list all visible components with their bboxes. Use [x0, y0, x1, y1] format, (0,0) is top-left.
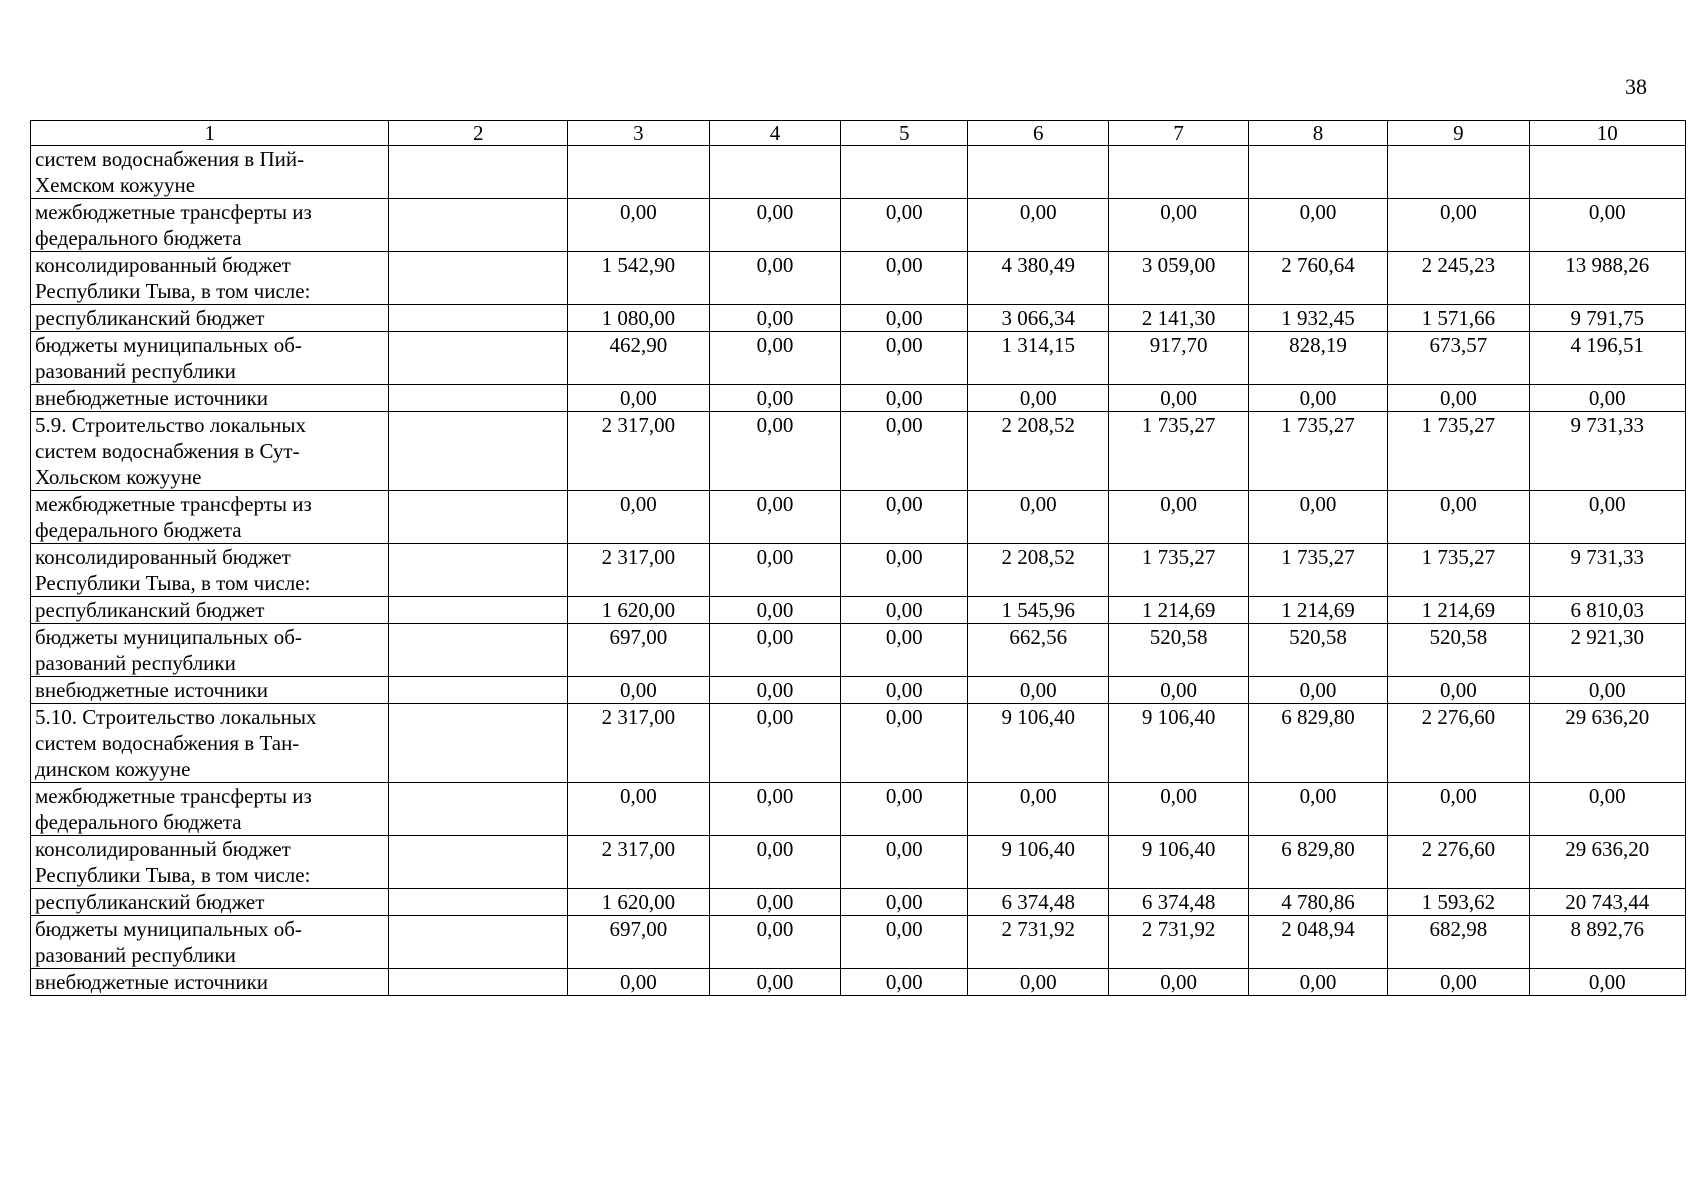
value-cell-col-3: 0,00	[568, 677, 709, 704]
value-cell-col-6: 2 208,52	[968, 544, 1109, 597]
column-header-9: 9	[1388, 121, 1529, 146]
value-cell-col-8: 1 735,27	[1248, 412, 1387, 491]
value-cell-col-5: 0,00	[841, 783, 968, 836]
value-cell-col-5: 0,00	[841, 969, 968, 996]
row-label	[31, 916, 389, 969]
column-2-cell	[389, 332, 568, 385]
column-2-cell	[389, 544, 568, 597]
row-label-line: федерального бюджета	[35, 810, 242, 834]
value-cell-col-8: 0,00	[1248, 491, 1387, 544]
value-cell-col-3: 462,90	[568, 332, 709, 385]
value-cell-col-5: 0,00	[841, 889, 968, 916]
value-cell-col-3: 2 317,00	[568, 412, 709, 491]
row-label-line: 5.10. Строительство локальных	[35, 705, 317, 729]
row-label-line: республиканский бюджет	[35, 598, 265, 622]
value-cell-col-6: 0,00	[968, 385, 1109, 412]
row-label-line: разований республики	[35, 943, 236, 967]
column-2-cell	[389, 385, 568, 412]
row-label-line: консолидированный бюджет	[35, 253, 291, 277]
value-cell-col-9: 0,00	[1388, 385, 1529, 412]
value-cell-col-9	[1388, 146, 1529, 199]
row-label-line: внебюджетные источники	[35, 970, 269, 994]
value-cell-col-7: 1 735,27	[1109, 544, 1248, 597]
value-cell-col-7: 1 735,27	[1109, 412, 1248, 491]
value-cell-col-9: 520,58	[1388, 624, 1529, 677]
value-cell-col-3: 1 620,00	[568, 889, 709, 916]
value-cell-col-5: 0,00	[841, 385, 968, 412]
value-cell-col-10	[1529, 146, 1685, 199]
value-cell-col-8: 1 932,45	[1248, 305, 1387, 332]
row-label	[31, 305, 389, 332]
value-cell-col-5: 0,00	[841, 916, 968, 969]
row-label	[31, 783, 389, 836]
row-label	[31, 252, 389, 305]
column-2-cell	[389, 146, 568, 199]
value-cell-col-3: 2 317,00	[568, 836, 709, 889]
table-row	[31, 544, 1686, 597]
table-row	[31, 412, 1686, 491]
column-header-1: 1	[31, 121, 389, 146]
table-row	[31, 704, 1686, 783]
value-cell-col-8: 0,00	[1248, 677, 1387, 704]
value-cell-col-10: 0,00	[1529, 385, 1685, 412]
row-label-line: республиканский бюджет	[35, 890, 265, 914]
value-cell-col-4: 0,00	[709, 305, 841, 332]
value-cell-col-4: 0,00	[709, 252, 841, 305]
row-label	[31, 836, 389, 889]
value-cell-col-5: 0,00	[841, 704, 968, 783]
value-cell-col-7: 0,00	[1109, 677, 1248, 704]
column-2-cell	[389, 412, 568, 491]
row-label	[31, 624, 389, 677]
value-cell-col-9: 0,00	[1388, 783, 1529, 836]
value-cell-col-4: 0,00	[709, 597, 841, 624]
row-label-line: внебюджетные источники	[35, 386, 269, 410]
value-cell-col-3: 1 080,00	[568, 305, 709, 332]
value-cell-col-10: 13 988,26	[1529, 252, 1685, 305]
column-2-cell	[389, 252, 568, 305]
row-label-line: бюджеты муниципальных об-	[35, 917, 302, 941]
value-cell-col-9: 673,57	[1388, 332, 1529, 385]
column-2-cell	[389, 305, 568, 332]
value-cell-col-3: 1 542,90	[568, 252, 709, 305]
value-cell-col-6: 6 374,48	[968, 889, 1109, 916]
table-row	[31, 199, 1686, 252]
value-cell-col-10: 8 892,76	[1529, 916, 1685, 969]
table-row	[31, 836, 1686, 889]
column-2-cell	[389, 916, 568, 969]
value-cell-col-10: 9 731,33	[1529, 544, 1685, 597]
row-label	[31, 969, 389, 996]
row-label-line: межбюджетные трансферты из	[35, 200, 312, 224]
value-cell-col-8: 828,19	[1248, 332, 1387, 385]
value-cell-col-5: 0,00	[841, 412, 968, 491]
value-cell-col-7: 917,70	[1109, 332, 1248, 385]
value-cell-col-6: 2 208,52	[968, 412, 1109, 491]
value-cell-col-3: 0,00	[568, 199, 709, 252]
row-label	[31, 544, 389, 597]
column-2-cell	[389, 597, 568, 624]
value-cell-col-4: 0,00	[709, 624, 841, 677]
value-cell-col-9: 2 276,60	[1388, 836, 1529, 889]
value-cell-col-7: 0,00	[1109, 969, 1248, 996]
row-label	[31, 597, 389, 624]
value-cell-col-4: 0,00	[709, 544, 841, 597]
value-cell-col-10: 20 743,44	[1529, 889, 1685, 916]
value-cell-col-5: 0,00	[841, 544, 968, 597]
value-cell-col-8: 6 829,80	[1248, 836, 1387, 889]
column-header-5: 5	[841, 121, 968, 146]
value-cell-col-8: 0,00	[1248, 969, 1387, 996]
value-cell-col-7: 2 141,30	[1109, 305, 1248, 332]
value-cell-col-9: 1 571,66	[1388, 305, 1529, 332]
column-2-cell	[389, 969, 568, 996]
value-cell-col-3	[568, 146, 709, 199]
row-label-line: Хольском кожууне	[35, 465, 202, 489]
row-label-line: бюджеты муниципальных об-	[35, 625, 302, 649]
row-label-line: федерального бюджета	[35, 226, 242, 250]
column-2-cell	[389, 704, 568, 783]
value-cell-col-9: 1 735,27	[1388, 412, 1529, 491]
table-row	[31, 252, 1686, 305]
value-cell-col-3: 0,00	[568, 783, 709, 836]
value-cell-col-6: 662,56	[968, 624, 1109, 677]
table-row	[31, 491, 1686, 544]
row-label-line: федерального бюджета	[35, 518, 242, 542]
value-cell-col-6: 3 066,34	[968, 305, 1109, 332]
value-cell-col-4	[709, 146, 841, 199]
value-cell-col-8: 6 829,80	[1248, 704, 1387, 783]
row-label-line: межбюджетные трансферты из	[35, 784, 312, 808]
value-cell-col-10: 0,00	[1529, 677, 1685, 704]
value-cell-col-7: 2 731,92	[1109, 916, 1248, 969]
column-header-7: 7	[1109, 121, 1248, 146]
value-cell-col-6: 1 314,15	[968, 332, 1109, 385]
value-cell-col-7: 6 374,48	[1109, 889, 1248, 916]
row-label-line: внебюджетные источники	[35, 678, 269, 702]
row-label-line: систем водоснабжения в Тан-	[35, 731, 300, 755]
row-label-line: Республики Тыва, в том числе:	[35, 571, 311, 595]
column-header-4: 4	[709, 121, 841, 146]
value-cell-col-5: 0,00	[841, 305, 968, 332]
table-row	[31, 624, 1686, 677]
value-cell-col-8: 0,00	[1248, 199, 1387, 252]
value-cell-col-7: 9 106,40	[1109, 704, 1248, 783]
value-cell-col-8: 2 048,94	[1248, 916, 1387, 969]
value-cell-col-4: 0,00	[709, 332, 841, 385]
value-cell-col-10: 6 810,03	[1529, 597, 1685, 624]
value-cell-col-7: 0,00	[1109, 199, 1248, 252]
row-label-line: 5.9. Строительство локальных	[35, 413, 307, 437]
row-label	[31, 491, 389, 544]
value-cell-col-4: 0,00	[709, 783, 841, 836]
value-cell-col-5: 0,00	[841, 677, 968, 704]
value-cell-col-4: 0,00	[709, 677, 841, 704]
row-label-line: систем водоснабжения в Пий-	[35, 147, 305, 171]
column-2-cell	[389, 624, 568, 677]
table-body	[31, 146, 1686, 996]
value-cell-col-5	[841, 146, 968, 199]
row-label-line: Республики Тыва, в том числе:	[35, 279, 311, 303]
value-cell-col-10: 4 196,51	[1529, 332, 1685, 385]
row-label	[31, 332, 389, 385]
value-cell-col-8: 1 735,27	[1248, 544, 1387, 597]
value-cell-col-8	[1248, 146, 1387, 199]
table-row	[31, 305, 1686, 332]
value-cell-col-6: 9 106,40	[968, 836, 1109, 889]
column-2-cell	[389, 491, 568, 544]
value-cell-col-9: 1 593,62	[1388, 889, 1529, 916]
value-cell-col-9: 0,00	[1388, 199, 1529, 252]
value-cell-col-4: 0,00	[709, 491, 841, 544]
column-2-cell	[389, 783, 568, 836]
value-cell-col-8: 1 214,69	[1248, 597, 1387, 624]
value-cell-col-7: 0,00	[1109, 491, 1248, 544]
value-cell-col-9: 682,98	[1388, 916, 1529, 969]
value-cell-col-6: 2 731,92	[968, 916, 1109, 969]
value-cell-col-9: 2 276,60	[1388, 704, 1529, 783]
value-cell-col-10: 0,00	[1529, 491, 1685, 544]
value-cell-col-10: 0,00	[1529, 199, 1685, 252]
value-cell-col-3: 0,00	[568, 969, 709, 996]
value-cell-col-3: 0,00	[568, 491, 709, 544]
column-header-6: 6	[968, 121, 1109, 146]
row-label	[31, 704, 389, 783]
value-cell-col-8: 0,00	[1248, 783, 1387, 836]
value-cell-col-10: 0,00	[1529, 969, 1685, 996]
value-cell-col-6	[968, 146, 1109, 199]
column-2-cell	[389, 199, 568, 252]
value-cell-col-6: 4 380,49	[968, 252, 1109, 305]
value-cell-col-5: 0,00	[841, 836, 968, 889]
value-cell-col-9: 0,00	[1388, 969, 1529, 996]
value-cell-col-9: 0,00	[1388, 677, 1529, 704]
value-cell-col-4: 0,00	[709, 836, 841, 889]
budget-table	[30, 120, 1686, 996]
value-cell-col-8: 0,00	[1248, 385, 1387, 412]
column-header-10: 10	[1529, 121, 1685, 146]
table-row	[31, 385, 1686, 412]
value-cell-col-10: 9 731,33	[1529, 412, 1685, 491]
page-number: 38	[1625, 74, 1647, 99]
value-cell-col-7: 3 059,00	[1109, 252, 1248, 305]
value-cell-col-10: 2 921,30	[1529, 624, 1685, 677]
row-label-line: Хемском кожууне	[35, 173, 196, 197]
value-cell-col-4: 0,00	[709, 969, 841, 996]
value-cell-col-7: 520,58	[1109, 624, 1248, 677]
value-cell-col-10: 29 636,20	[1529, 836, 1685, 889]
value-cell-col-5: 0,00	[841, 332, 968, 385]
value-cell-col-5: 0,00	[841, 491, 968, 544]
value-cell-col-5: 0,00	[841, 624, 968, 677]
row-label-line: динском кожууне	[35, 757, 191, 781]
value-cell-col-7	[1109, 146, 1248, 199]
value-cell-col-6: 9 106,40	[968, 704, 1109, 783]
value-cell-col-5: 0,00	[841, 199, 968, 252]
value-cell-col-5: 0,00	[841, 252, 968, 305]
value-cell-col-6: 0,00	[968, 491, 1109, 544]
value-cell-col-6: 1 545,96	[968, 597, 1109, 624]
table-row	[31, 969, 1686, 996]
value-cell-col-9: 1 214,69	[1388, 597, 1529, 624]
row-label-line: систем водоснабжения в Сут-	[35, 439, 300, 463]
value-cell-col-3: 697,00	[568, 624, 709, 677]
value-cell-col-4: 0,00	[709, 916, 841, 969]
column-header-3: 3	[568, 121, 709, 146]
value-cell-col-6: 0,00	[968, 199, 1109, 252]
row-label-line: межбюджетные трансферты из	[35, 492, 312, 516]
table-row	[31, 332, 1686, 385]
value-cell-col-3: 2 317,00	[568, 704, 709, 783]
row-label-line: Республики Тыва, в том числе:	[35, 863, 311, 887]
row-label	[31, 385, 389, 412]
value-cell-col-7: 1 214,69	[1109, 597, 1248, 624]
row-label	[31, 412, 389, 491]
row-label-line: консолидированный бюджет	[35, 837, 291, 861]
value-cell-col-7: 0,00	[1109, 385, 1248, 412]
value-cell-col-4: 0,00	[709, 704, 841, 783]
column-2-cell	[389, 889, 568, 916]
row-label	[31, 199, 389, 252]
header-row	[31, 121, 1686, 146]
row-label	[31, 889, 389, 916]
table-row	[31, 783, 1686, 836]
table-row	[31, 146, 1686, 199]
value-cell-col-6: 0,00	[968, 969, 1109, 996]
value-cell-col-3: 697,00	[568, 916, 709, 969]
value-cell-col-3: 0,00	[568, 385, 709, 412]
value-cell-col-9: 1 735,27	[1388, 544, 1529, 597]
table-row	[31, 916, 1686, 969]
value-cell-col-8: 2 760,64	[1248, 252, 1387, 305]
row-label	[31, 146, 389, 199]
column-header-2: 2	[389, 121, 568, 146]
value-cell-col-9: 0,00	[1388, 491, 1529, 544]
column-2-cell	[389, 836, 568, 889]
value-cell-col-10: 9 791,75	[1529, 305, 1685, 332]
value-cell-col-8: 4 780,86	[1248, 889, 1387, 916]
value-cell-col-4: 0,00	[709, 199, 841, 252]
table-row	[31, 889, 1686, 916]
value-cell-col-3: 2 317,00	[568, 544, 709, 597]
value-cell-col-8: 520,58	[1248, 624, 1387, 677]
table-row	[31, 677, 1686, 704]
row-label-line: разований республики	[35, 651, 236, 675]
row-label-line: разований республики	[35, 359, 236, 383]
value-cell-col-4: 0,00	[709, 385, 841, 412]
value-cell-col-4: 0,00	[709, 412, 841, 491]
column-2-cell	[389, 677, 568, 704]
column-header-8: 8	[1248, 121, 1387, 146]
row-label-line: республиканский бюджет	[35, 306, 265, 330]
table-row	[31, 597, 1686, 624]
value-cell-col-10: 0,00	[1529, 783, 1685, 836]
row-label	[31, 677, 389, 704]
value-cell-col-6: 0,00	[968, 783, 1109, 836]
value-cell-col-3: 1 620,00	[568, 597, 709, 624]
value-cell-col-5: 0,00	[841, 597, 968, 624]
value-cell-col-7: 0,00	[1109, 783, 1248, 836]
value-cell-col-10: 29 636,20	[1529, 704, 1685, 783]
value-cell-col-6: 0,00	[968, 677, 1109, 704]
value-cell-col-7: 9 106,40	[1109, 836, 1248, 889]
row-label-line: бюджеты муниципальных об-	[35, 333, 302, 357]
row-label-line: консолидированный бюджет	[35, 545, 291, 569]
value-cell-col-9: 2 245,23	[1388, 252, 1529, 305]
value-cell-col-4: 0,00	[709, 889, 841, 916]
